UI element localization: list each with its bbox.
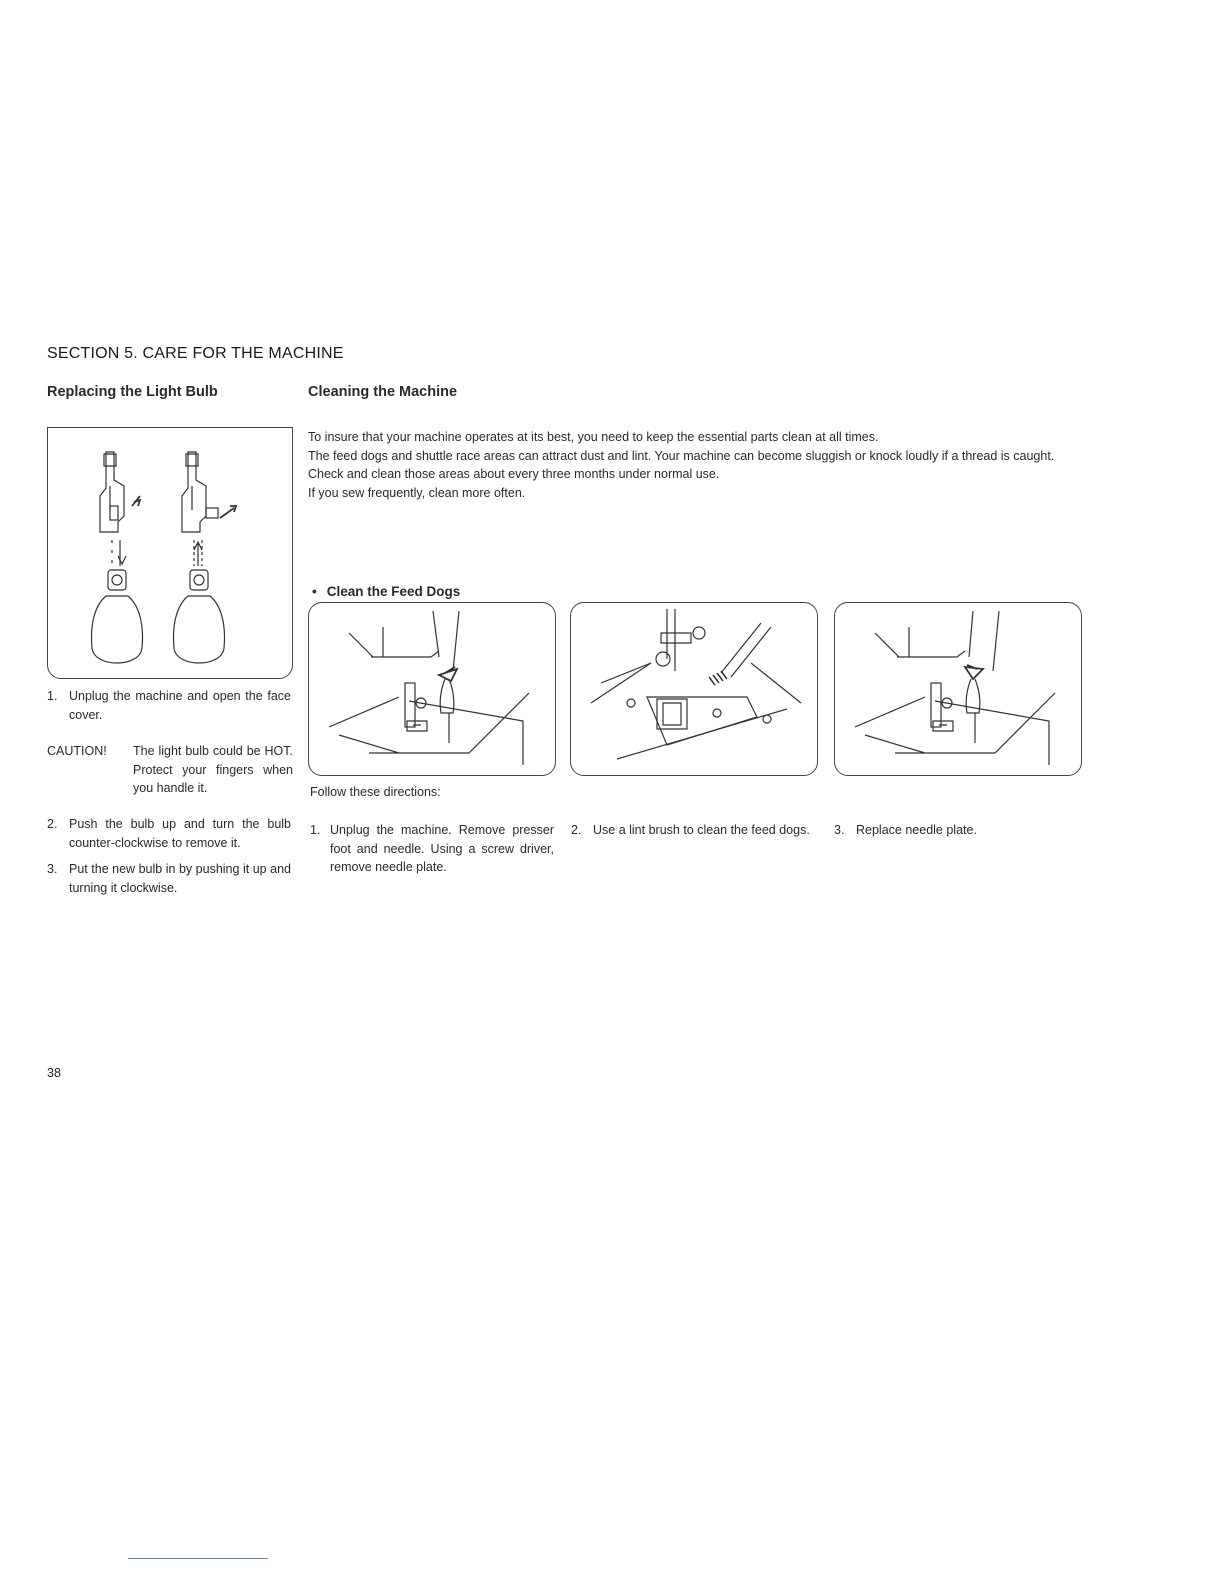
step-number: 3. bbox=[47, 862, 58, 876]
feed-dogs-subheading bbox=[312, 584, 460, 599]
cleaning-intro bbox=[308, 428, 1083, 502]
footer-rule bbox=[128, 1558, 268, 1559]
step-number: 1. bbox=[47, 689, 58, 703]
step-text: Push the bulb up and turn the bulb counter-clockwise to remove it. bbox=[69, 817, 291, 850]
step-number: 1. bbox=[310, 823, 321, 837]
feed-dogs-step-3 bbox=[834, 821, 1080, 840]
step-number: 2. bbox=[571, 823, 582, 837]
step-text: Put the new bulb in by pushing it up and turning it clockwise. bbox=[69, 862, 291, 895]
step-text: Unplug the machine. Remove presser foot and needle. Using a screw driver, remove needle plate. bbox=[330, 823, 554, 874]
light-bulb-step-1 bbox=[47, 687, 291, 724]
feed-dogs-figure-2 bbox=[570, 602, 818, 776]
cleaning-heading: Cleaning the Machine bbox=[308, 384, 458, 400]
caution-text: The light bulb could be HOT. Protect your fingers when you handle it. bbox=[133, 744, 293, 795]
intro-paragraph-1: To insure that your machine operates at its best, you need to keep the essential parts clean at all times. bbox=[308, 430, 879, 444]
caution-note bbox=[47, 742, 297, 798]
step-number: 3. bbox=[834, 823, 845, 837]
light-bulb-illustration bbox=[47, 427, 293, 679]
light-bulb-step-2 bbox=[47, 815, 291, 852]
light-bulb-heading: Replacing the Light Bulb bbox=[47, 384, 218, 400]
page-number: 38 bbox=[47, 1066, 61, 1080]
bulb-holder-removal-figure bbox=[92, 452, 143, 663]
caution-label: CAUTION! bbox=[47, 744, 107, 758]
step-text: Unplug the machine and open the face cover. bbox=[69, 689, 291, 722]
step-text: Use a lint brush to clean the feed dogs. bbox=[593, 823, 810, 837]
feed-dogs-step-1 bbox=[310, 821, 554, 877]
section-title: SECTION 5. CARE FOR THE MACHINE bbox=[47, 345, 344, 362]
intro-paragraph-2: The feed dogs and shuttle race areas can attract dust and lint. Your machine can become sluggish or knock loudly if a thread is caught. bbox=[308, 448, 1055, 463]
light-bulb-step-3 bbox=[47, 860, 291, 897]
step-text: Replace needle plate. bbox=[856, 823, 977, 837]
intro-paragraph-4: If you sew frequently, clean more often. bbox=[308, 485, 526, 500]
feed-dogs-subheading-text: Clean the Feed Dogs bbox=[326, 584, 461, 599]
feed-dogs-step-2 bbox=[571, 821, 817, 840]
step-number: 2. bbox=[47, 817, 58, 831]
follow-directions: Follow these directions: bbox=[310, 785, 441, 799]
intro-paragraph-3: Check and clean those areas about every three months under normal use. bbox=[308, 467, 720, 481]
feed-dogs-figure-3 bbox=[834, 602, 1082, 776]
feed-dogs-figure-1 bbox=[308, 602, 556, 776]
bulb-holder-install-figure bbox=[174, 452, 236, 663]
